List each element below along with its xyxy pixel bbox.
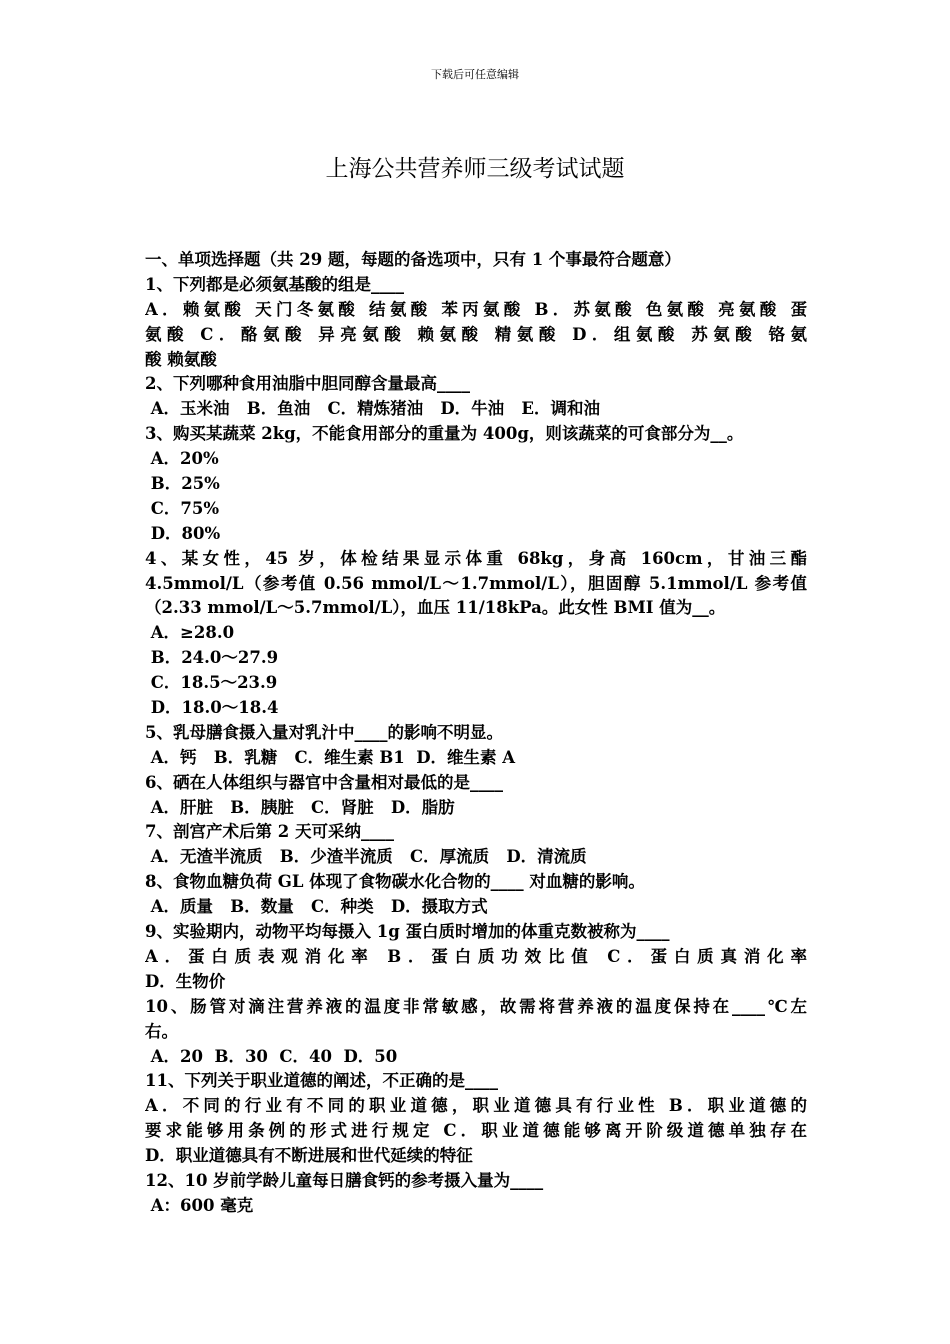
text-line: A．无渣半流质 B．少渣半流质 C．厚流质 D．清流质	[145, 847, 587, 867]
text-line: C．18.5～23.9	[145, 673, 278, 693]
text-line: D．职业道德具有不断进展和世代延续的特征	[145, 1146, 473, 1166]
text-line: B．24.0～27.9	[145, 648, 279, 668]
text-line: 9、实验期内，动物平均每摄入 1g 蛋白质时增加的体重克数被称为____	[145, 922, 670, 942]
text-line: C．75%	[145, 498, 220, 518]
text-line: A．质量 B．数量 C．种类 D．摄取方式	[145, 897, 488, 917]
text-line: D．80%	[145, 523, 221, 543]
page-header-note: 下载后可任意编辑	[431, 68, 519, 81]
text-line: D．18.0～18.4	[145, 698, 279, 718]
text-line: 一、单项选择题（共 29 题，每题的备选项中，只有 1 个事最符合题意）	[145, 250, 681, 269]
text-line: 3、购买某蔬菜 2kg，不能食用部分的重量为 400g，则该蔬菜的可食部分为__。	[145, 424, 744, 444]
text-line: 11、下列关于职业道德的阐述，不正确的是____	[145, 1071, 498, 1091]
text-line: A．赖氨酸 天门冬氨酸 结氨酸 苯丙氨酸 B．苏氨酸 色氨酸 亮氨酸 蛋	[145, 299, 807, 319]
text-line: A．玉米油 B．鱼油 C．精炼猪油 D．牛油 E．调和油	[145, 399, 600, 419]
text-line: A．20 B．30 C．40 D．50	[145, 1046, 398, 1066]
text-line: A．肝脏 B．胰脏 C．肾脏 D．脂肪	[145, 797, 455, 817]
text-line: 氨酸 C．酪氨酸 异亮氨酸 赖氨酸 精氨酸 D．组氨酸 苏氨酸 铬氨	[145, 324, 807, 344]
text-line: 1、下列都是必须氨基酸的组是____	[145, 274, 404, 294]
text-line: A．20%	[145, 449, 219, 469]
text-line: 5、乳母膳食摄入量对乳汁中____的影响不明显。	[145, 722, 503, 742]
text-line: 右。	[145, 1021, 178, 1041]
text-line: 酸 赖氨酸	[145, 349, 217, 369]
text-line: D．生物价	[145, 971, 226, 991]
text-line: A：600 毫克	[145, 1195, 254, 1215]
text-line: A．蛋白质表观消化率 B．蛋白质功效比值 C．蛋白质真消化率	[145, 946, 807, 966]
document-title: 上海公共营养师三级考试试题	[325, 156, 625, 182]
text-line: 6、硒在人体组织与器官中含量相对最低的是____	[145, 772, 503, 792]
text-line: 4、某女性，45 岁，体检结果显示体重 68kg，身高 160cm，甘油三酯	[145, 548, 807, 568]
text-line: 12、10 岁前学龄儿童每日膳食钙的参考摄入量为____	[145, 1170, 544, 1190]
text-line: 7、剖宫产术后第 2 天可采纳____	[145, 822, 394, 842]
text-line: 2、下列哪种食用油脂中胆同醇含量最高____	[145, 374, 470, 394]
text-line: （2.33 mmol/L～5.7mmol/L），血压 11/18kPa。此女性 BMI 值为__。	[145, 598, 726, 618]
exam-content	[145, 248, 807, 1219]
text-line: 要求能够用条例的形式进行规定 C．职业道德能够离开阶级道德单独存在	[145, 1121, 807, 1141]
text-line: 8、食物血糖负荷 GL 体现了食物碳水化合物的____ 对血糖的影响。	[145, 872, 645, 892]
text-line: A．≥28.0	[145, 623, 235, 643]
text-line: 4.5mmol/L（参考值 0.56 mmol/L～1.7mmol/L），胆固醇 5.1mmol/L 参考值	[145, 573, 807, 593]
text-line: 10、肠管对滴注营养液的温度非常敏感，故需将营养液的温度保持在____℃左	[145, 996, 807, 1016]
text-line: B．25%	[145, 474, 220, 494]
text-line: A．不同的行业有不同的职业道德，职业道德具有行业性 B．职业道德的	[145, 1096, 807, 1116]
text-line: A．钙 B．乳糖 C．维生素 B1 D．维生素 A	[145, 747, 516, 767]
